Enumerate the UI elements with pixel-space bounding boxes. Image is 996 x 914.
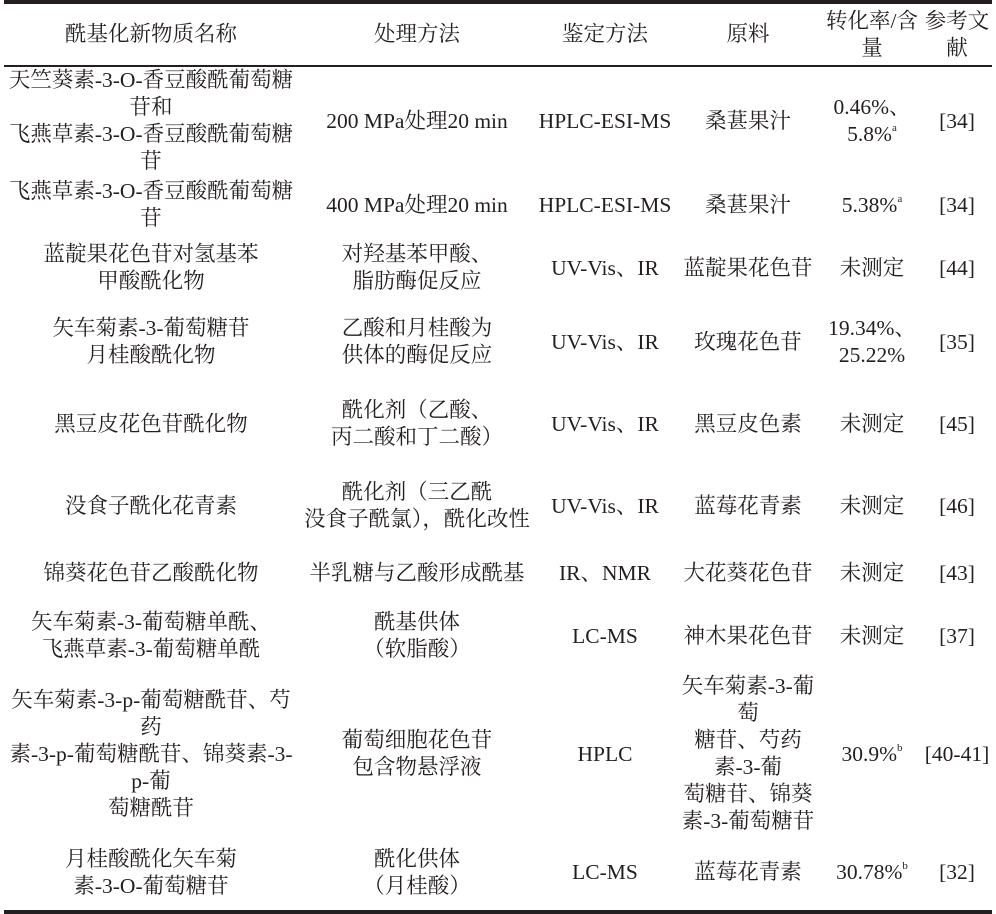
cell-material [674, 301, 822, 383]
cell-ref [922, 383, 992, 465]
cell-material-text: 蓝莓花青素 [694, 860, 802, 884]
cell-identify [536, 66, 674, 175]
cell-rate-text: 未测定 [839, 255, 905, 280]
cell-identify [536, 383, 674, 465]
cell-ref-text: [45] [939, 411, 975, 436]
cell-ref [922, 301, 992, 383]
cell-material-text: 桑葚果汁 [704, 192, 791, 217]
cell-name [4, 383, 298, 465]
header-material: 原料 [674, 2, 822, 66]
cell-identify-text: LC-MS [572, 623, 638, 648]
cell-identify-text: HPLC [577, 741, 633, 766]
cell-identify-text: HPLC-ESI-MS [538, 192, 672, 217]
cell-method-text: 葡萄细胞花色苷 包含物悬浮液 [341, 728, 493, 779]
cell-ref [922, 673, 992, 835]
cell-rate-text: 未测定 [839, 560, 905, 585]
cell-material [674, 835, 822, 912]
cell-identify [536, 465, 674, 547]
cell-rate [822, 465, 922, 547]
cell-material-text: 黑豆皮色素 [694, 411, 802, 436]
table-row [4, 547, 992, 599]
cell-method [298, 465, 536, 547]
cell-rate [822, 66, 922, 175]
cell-material-text: 神木果花色苷 [683, 623, 813, 648]
cell-ref [922, 599, 992, 673]
cell-method [298, 301, 536, 383]
cell-name [4, 599, 298, 673]
header-row [4, 2, 992, 66]
cell-ref [922, 835, 992, 912]
header-rate: 转化率/含量 [822, 2, 922, 66]
rate-footnote-mark: a [891, 122, 897, 134]
rate-footnote-mark: b [902, 860, 908, 872]
cell-name-text: 月桂酸酰化矢车菊 素-3-O-葡萄糖苷 [64, 846, 237, 898]
cell-rate-text: 30.78% [836, 860, 903, 884]
cell-rate [822, 383, 922, 465]
cell-rate [822, 301, 922, 383]
table-row [4, 66, 992, 175]
cell-name [4, 673, 298, 835]
cell-ref-text: [44] [939, 255, 975, 280]
header-ref: 参考文献 [922, 2, 992, 66]
cell-identify-text: HPLC-ESI-MS [538, 108, 672, 133]
cell-ref-text: [37] [939, 623, 975, 648]
cell-rate-text: 30.9% [841, 741, 898, 766]
cell-name-text: 天竺葵素-3-O-香豆酸酰葡萄糖苷和 飞燕草素-3-O-香豆酸酰葡萄糖苷 [8, 68, 294, 173]
cell-identify [536, 301, 674, 383]
cell-name-text: 蓝靛果花色苷对氢基苯 甲酸酰化物 [43, 242, 259, 293]
cell-name [4, 235, 298, 301]
rate-footnote-mark: a [897, 192, 903, 205]
table-row [4, 175, 992, 235]
cell-rate-text: 19.34%、 25.22% [828, 316, 916, 367]
cell-identify-text: UV-Vis、IR [551, 493, 659, 518]
cell-identify-text: UV-Vis、IR [551, 329, 659, 354]
cell-method [298, 835, 536, 912]
cell-rate-text: 未测定 [839, 411, 905, 436]
cell-name-text: 矢车菊素-3-p-葡萄糖酰苷、芍药 素-3-p-葡萄糖酰苷、锦葵素-3-p-葡 萄糖酰苷 [9, 687, 293, 820]
cell-method-text: 酰化剂（乙酸、 丙二酸和丁二酸） [330, 398, 503, 449]
cell-name [4, 465, 298, 547]
cell-rate [822, 835, 922, 912]
cell-material-text: 桑葚果汁 [704, 108, 791, 133]
cell-identify-text: LC-MS [572, 860, 638, 884]
cell-ref [922, 235, 992, 301]
cell-identify [536, 835, 674, 912]
cell-material [674, 547, 822, 599]
cell-name-text: 锦葵花色苷乙酸酰化物 [43, 560, 259, 585]
cell-ref [922, 175, 992, 235]
cell-rate-text: 未测定 [839, 493, 905, 518]
table-row [4, 599, 992, 673]
cell-ref-text: [43] [939, 560, 975, 585]
cell-identify-text: IR、NMR [559, 560, 651, 585]
cell-material [674, 175, 822, 235]
cell-ref-text: [34] [939, 192, 975, 217]
cell-name [4, 547, 298, 599]
cell-identify [536, 175, 674, 235]
cell-ref-text: [40-41] [924, 741, 990, 766]
cell-method [298, 66, 536, 175]
cell-material [674, 66, 822, 175]
cell-rate-text: 5.38% [841, 192, 898, 217]
cell-material [674, 235, 822, 301]
cell-name-text: 矢车菊素-3-葡萄糖单酰、 飞燕草素-3-葡萄糖单酰 [30, 610, 272, 661]
cell-identify [536, 599, 674, 673]
cell-material-text: 蓝莓花青素 [694, 493, 802, 518]
table-row [4, 835, 992, 912]
cell-identify [536, 547, 674, 599]
cell-method-text: 酰化供体 （月桂酸） [363, 846, 471, 898]
cell-rate [822, 175, 922, 235]
cell-rate [822, 235, 922, 301]
cell-identify-text: UV-Vis、IR [551, 411, 659, 436]
table-row [4, 235, 992, 301]
cell-method-text: 200 MPa处理20 min [326, 108, 508, 133]
cell-rate [822, 673, 922, 835]
cell-method [298, 383, 536, 465]
cell-method-text: 400 MPa处理20 min [326, 192, 508, 217]
cell-name [4, 175, 298, 235]
cell-rate-text: 未测定 [839, 623, 905, 648]
cell-ref-text: [35] [939, 329, 975, 354]
cell-name-text: 没食子酰化花青素 [64, 493, 237, 518]
cell-material-text: 矢车菊素-3-葡萄 糖苷、芍药素-3-葡 萄糖苷、锦葵 素-3-葡萄糖苷 [681, 674, 815, 833]
cell-material-text: 玫瑰花色苷 [694, 329, 802, 354]
cell-identify [536, 673, 674, 835]
cell-name [4, 301, 298, 383]
cell-name [4, 66, 298, 175]
header-identify: 鉴定方法 [536, 2, 674, 66]
cell-rate [822, 547, 922, 599]
table-row [4, 383, 992, 465]
cell-material [674, 383, 822, 465]
cell-name [4, 835, 298, 912]
cell-identify [536, 235, 674, 301]
cell-ref [922, 465, 992, 547]
cell-method-text: 酰基供体 （软脂酸） [363, 610, 471, 661]
header-method: 处理方法 [298, 2, 536, 66]
cell-ref-text: [34] [939, 108, 975, 133]
cell-ref [922, 66, 992, 175]
cell-material-text: 蓝靛果花色苷 [683, 255, 813, 280]
cell-ref [922, 547, 992, 599]
cell-method [298, 175, 536, 235]
cell-name-text: 矢车菊素-3-葡萄糖苷 月桂酸酰化物 [52, 316, 250, 367]
cell-method [298, 673, 536, 835]
cell-material-text: 大花葵花色苷 [683, 560, 813, 585]
cell-ref-text: [46] [939, 493, 975, 518]
cell-name-text: 飞燕草素-3-O-香豆酸酰葡萄糖苷 [8, 179, 294, 230]
rate-footnote-mark: b [897, 741, 903, 754]
cell-method [298, 235, 536, 301]
cell-material [674, 673, 822, 835]
cell-method [298, 599, 536, 673]
cell-ref-text: [32] [939, 860, 975, 884]
table-row [4, 465, 992, 547]
header-name: 酰基化新物质名称 [4, 2, 298, 66]
cell-method [298, 547, 536, 599]
cell-method-text: 酰化剂（三乙酰 没食子酰氯），酰化改性 [304, 480, 530, 531]
cell-rate [822, 599, 922, 673]
cell-method-text: 半乳糖与乙酸形成酰基 [309, 560, 525, 585]
acylation-table [4, 0, 992, 914]
cell-material [674, 599, 822, 673]
cell-rate-text: 0.46%、 5.8% [833, 95, 911, 146]
table-row [4, 673, 992, 835]
cell-identify-text: UV-Vis、IR [551, 255, 659, 280]
cell-method-text: 乙酸和月桂酸为 供体的酶促反应 [341, 316, 493, 367]
cell-material [674, 465, 822, 547]
cell-name-text: 黑豆皮花色苷酰化物 [54, 411, 248, 436]
table-row [4, 301, 992, 383]
cell-method-text: 对羟基苯甲酸、 脂肪酶促反应 [341, 242, 493, 293]
